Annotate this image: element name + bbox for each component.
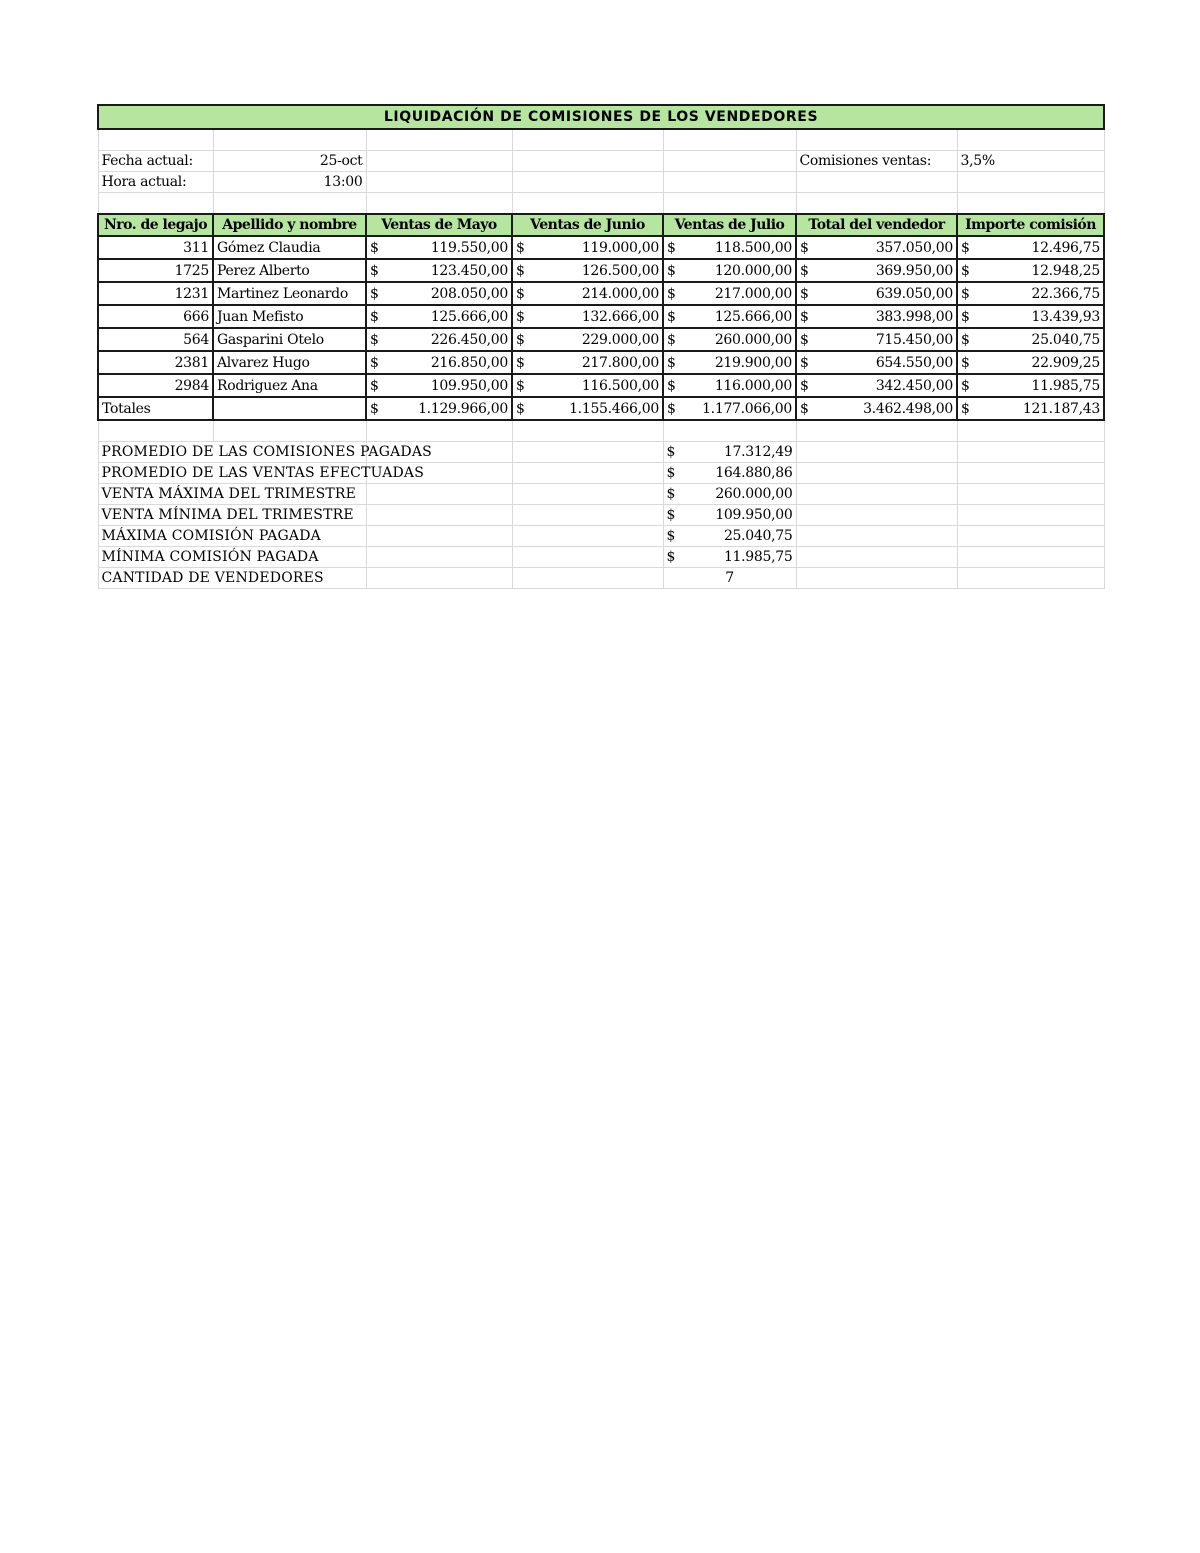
amount: 383.998,00 [875,308,953,325]
amount: 121.187,43 [1022,400,1101,417]
comision-cell [957,374,1104,397]
header-total: Total del vendedor [796,214,957,236]
stat-label: PROMEDIO DE LAS VENTAS EFECTUADAS [98,463,366,484]
amount: 11.985,75 [1031,377,1101,394]
currency-symbol: $ [800,400,809,417]
stat-value [663,526,796,547]
amount: 229.000,00 [581,331,659,348]
total-cell [796,282,957,305]
header-legajo: Nro. de legajo [98,214,213,236]
currency-symbol: $ [667,308,676,325]
commission-spreadsheet [97,104,1105,589]
currency-symbol: $ [666,465,676,481]
header-row [98,214,1104,236]
total-cell [796,305,957,328]
currency-symbol: $ [370,354,379,371]
total-comision-cell [957,397,1104,420]
hora-label: Hora actual: [98,172,213,193]
nombre-cell: Gasparini Otelo [213,328,366,351]
currency-symbol: $ [667,354,676,371]
amount: 109.950,00 [430,377,508,394]
amount: 226.450,00 [430,331,508,348]
stat-label: CANTIDAD DE VENDEDORES [98,568,366,589]
amount: 208.050,00 [430,285,508,302]
comision-cell [957,351,1104,374]
stat-row [98,463,1104,484]
table-row [98,282,1104,305]
total-cell [796,374,957,397]
currency-symbol: $ [800,377,809,394]
currency-symbol: $ [800,239,809,256]
stat-row [98,547,1104,568]
stat-label: VENTA MÁXIMA DEL TRIMESTRE [98,484,366,505]
hora-value: 13:00 [213,172,366,193]
amount: 109.950,00 [715,507,793,523]
amount: 1.177.066,00 [702,400,792,417]
mayo-cell [366,328,512,351]
mayo-cell [366,259,512,282]
amount: 260.000,00 [714,331,792,348]
currency-symbol: $ [961,239,970,256]
total-cell [796,236,957,259]
mayo-cell [366,351,512,374]
header-comision: Importe comisión [957,214,1104,236]
amount: 639.050,00 [875,285,953,302]
table-row [98,259,1104,282]
currency-symbol: $ [666,507,676,523]
sheet-title: LIQUIDACIÓN DE COMISIONES DE LOS VENDEDORES [98,105,1104,129]
amount: 125.666,00 [430,308,508,325]
julio-cell [663,351,796,374]
amount: 369.950,00 [875,262,953,279]
legajo-cell: 1725 [98,259,213,282]
currency-symbol: $ [961,400,970,417]
amount: 22.366,75 [1031,285,1101,302]
currency-symbol: $ [370,262,379,279]
stat-label: PROMEDIO DE LAS COMISIONES PAGADAS [98,442,366,463]
currency-symbol: $ [516,400,525,417]
amount: 1.155.466,00 [569,400,659,417]
total-total-cell [796,397,957,420]
total-cell [796,328,957,351]
junio-cell [512,374,663,397]
table-row [98,236,1104,259]
currency-symbol: $ [667,377,676,394]
currency-symbol: $ [370,331,379,348]
amount: 715.450,00 [875,331,953,348]
amount: 216.850,00 [430,354,508,371]
currency-symbol: $ [800,262,809,279]
empty-row [98,193,1104,215]
currency-symbol: $ [666,549,676,565]
currency-symbol: $ [961,308,970,325]
currency-symbol: $ [666,528,676,544]
stat-label: VENTA MÍNIMA DEL TRIMESTRE [98,505,366,526]
comisiones-value: 3,5% [957,151,1104,172]
amount: 116.500,00 [581,377,659,394]
amount: 260.000,00 [715,486,793,502]
total-mayo-cell [366,397,512,420]
comision-cell [957,259,1104,282]
header-nombre: Apellido y nombre [213,214,366,236]
currency-symbol: $ [800,354,809,371]
amount: 12.496,75 [1031,239,1101,256]
stat-value: 7 [663,568,796,589]
currency-symbol: $ [800,308,809,325]
legajo-cell: 564 [98,328,213,351]
currency-symbol: $ [516,331,525,348]
mayo-cell [366,374,512,397]
amount: 25.040,75 [723,528,793,544]
nombre-cell: Gómez Claudia [213,236,366,259]
nombre-cell: Martinez Leonardo [213,282,366,305]
table-row [98,374,1104,397]
amount: 3.462.498,00 [863,400,953,417]
table-row [98,328,1104,351]
currency-symbol: $ [800,285,809,302]
amount: 342.450,00 [875,377,953,394]
legajo-cell: 2381 [98,351,213,374]
julio-cell [663,282,796,305]
amount: 119.000,00 [581,239,659,256]
amount: 22.909,25 [1031,354,1101,371]
currency-symbol: $ [370,400,379,417]
currency-symbol: $ [961,377,970,394]
julio-cell [663,328,796,351]
stat-value [663,442,796,463]
legajo-cell: 311 [98,236,213,259]
header-mayo: Ventas de Mayo [366,214,512,236]
header-julio: Ventas de Julio [663,214,796,236]
nombre-cell: Rodriguez Ana [213,374,366,397]
comision-cell [957,328,1104,351]
amount: 357.050,00 [875,239,953,256]
amount: 214.000,00 [581,285,659,302]
junio-cell [512,236,663,259]
legajo-cell: 2984 [98,374,213,397]
julio-cell [663,236,796,259]
junio-cell [512,259,663,282]
amount: 126.500,00 [581,262,659,279]
fecha-value: 25-oct [213,151,366,172]
currency-symbol: $ [667,331,676,348]
empty-row [98,129,1104,151]
table-row [98,305,1104,328]
totals-row [98,397,1104,420]
amount: 217.000,00 [714,285,792,302]
currency-symbol: $ [667,285,676,302]
total-cell [796,259,957,282]
stat-row [98,442,1104,463]
amount: 118.500,00 [714,239,792,256]
nombre-cell: Perez Alberto [213,259,366,282]
stat-row [98,526,1104,547]
currency-symbol: $ [666,444,676,460]
amount: 123.450,00 [430,262,508,279]
currency-symbol: $ [961,331,970,348]
amount: 219.900,00 [714,354,792,371]
currency-symbol: $ [516,239,525,256]
legajo-cell: 1231 [98,282,213,305]
fecha-label: Fecha actual: [98,151,213,172]
amount: 17.312,49 [723,444,793,460]
stat-row [98,568,1104,589]
totals-label: Totales [98,397,213,420]
title-row [98,105,1104,129]
date-row [98,151,1104,172]
nombre-cell: Alvarez Hugo [213,351,366,374]
stat-row [98,505,1104,526]
currency-symbol: $ [516,262,525,279]
empty-row [98,420,1104,442]
junio-cell [512,351,663,374]
empty-cell [213,397,366,420]
junio-cell [512,282,663,305]
mayo-cell [366,282,512,305]
amount: 132.666,00 [581,308,659,325]
stat-value [663,484,796,505]
total-julio-cell [663,397,796,420]
currency-symbol: $ [961,354,970,371]
time-row [98,172,1104,193]
amount: 25.040,75 [1031,331,1101,348]
currency-symbol: $ [667,262,676,279]
total-cell [796,351,957,374]
junio-cell [512,305,663,328]
stat-row [98,484,1104,505]
junio-cell [512,328,663,351]
currency-symbol: $ [667,239,676,256]
stat-value [663,463,796,484]
legajo-cell: 666 [98,305,213,328]
currency-symbol: $ [800,331,809,348]
currency-symbol: $ [516,354,525,371]
mayo-cell [366,236,512,259]
stat-value [663,505,796,526]
julio-cell [663,305,796,328]
amount: 119.550,00 [430,239,508,256]
amount: 125.666,00 [714,308,792,325]
stat-label: MÍNIMA COMISIÓN PAGADA [98,547,366,568]
currency-symbol: $ [516,308,525,325]
currency-symbol: $ [961,262,970,279]
amount: 13.439,93 [1031,308,1101,325]
comision-cell [957,236,1104,259]
comision-cell [957,282,1104,305]
amount: 11.985,75 [723,549,793,565]
header-junio: Ventas de Junio [512,214,663,236]
comision-cell [957,305,1104,328]
stat-label: MÁXIMA COMISIÓN PAGADA [98,526,366,547]
nombre-cell: Juan Mefisto [213,305,366,328]
currency-symbol: $ [666,486,676,502]
currency-symbol: $ [370,285,379,302]
julio-cell [663,259,796,282]
amount: 116.000,00 [714,377,792,394]
currency-symbol: $ [370,239,379,256]
currency-symbol: $ [370,308,379,325]
julio-cell [663,374,796,397]
amount: 164.880,86 [715,465,793,481]
currency-symbol: $ [370,377,379,394]
currency-symbol: $ [516,377,525,394]
table-row [98,351,1104,374]
amount: 217.800,00 [581,354,659,371]
amount: 1.129.966,00 [418,400,508,417]
comisiones-label: Comisiones ventas: [796,151,957,172]
amount: 120.000,00 [714,262,792,279]
amount: 654.550,00 [875,354,953,371]
stat-value [663,547,796,568]
amount: 12.948,25 [1031,262,1101,279]
mayo-cell [366,305,512,328]
total-junio-cell [512,397,663,420]
currency-symbol: $ [516,285,525,302]
currency-symbol: $ [667,400,676,417]
currency-symbol: $ [961,285,970,302]
